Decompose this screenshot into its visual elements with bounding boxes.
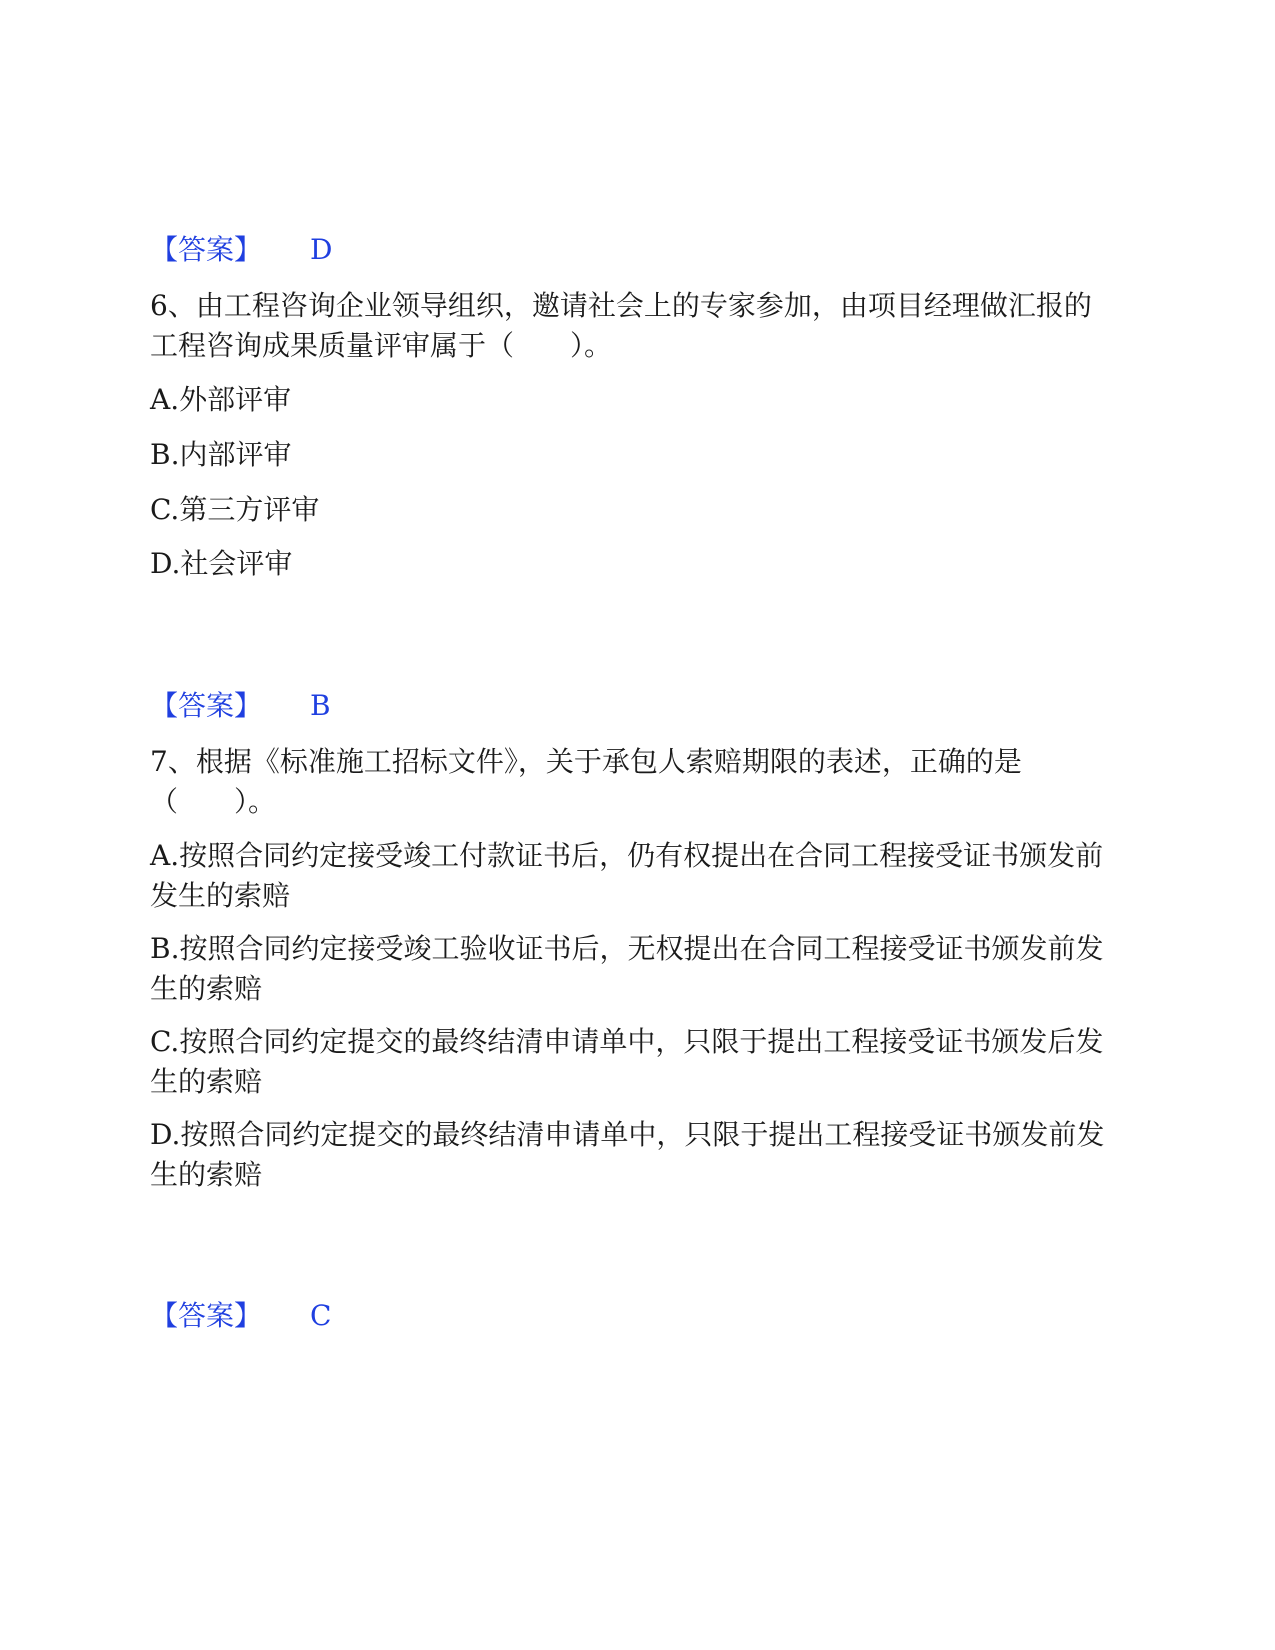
question-6-option-b: B.内部评审 [150, 438, 292, 471]
question-7-text: 7、根据《标准施工招标文件》，关于承包人索赔期限的表述，正确的是（ ）。 [150, 745, 1022, 818]
question-7-option-d: D.按照合同约定提交的最终结清申请单中，只限于提出工程接受证书颁发前发生的索赔 [150, 1118, 1105, 1191]
answer-value: B [310, 689, 331, 722]
question-6-option-c: C.第三方评审 [150, 493, 320, 526]
answer-label: 【答案】 [150, 1299, 263, 1332]
answer-line [150, 1299, 331, 1333]
answer-line [150, 689, 331, 723]
question-7-option-a: A.按照合同约定接受竣工付款证书后，仍有权提出在合同工程接受证书颁发前发生的索赔 [150, 839, 1104, 912]
answer-label: 【答案】 [150, 233, 263, 266]
question-7-option-c: C.按照合同约定提交的最终结清申请单中，只限于提出工程接受证书颁发后发生的索赔 [150, 1025, 1104, 1098]
answer-value: D [310, 233, 333, 266]
question-6-option-d: D.社会评审 [150, 547, 293, 580]
answer-value: C [310, 1299, 332, 1332]
question-6-text: 6、由工程咨询企业领导组织，邀请社会上的专家参加，由项目经理做汇报的工程咨询成果质量评审属于（ ）。 [150, 289, 1092, 362]
question-7-option-b: B.按照合同约定接受竣工验收证书后，无权提出在合同工程接受证书颁发前发生的索赔 [150, 932, 1104, 1005]
answer-line [150, 233, 332, 267]
question-6-option-a: A.外部评审 [150, 383, 292, 416]
answer-label: 【答案】 [150, 689, 263, 722]
